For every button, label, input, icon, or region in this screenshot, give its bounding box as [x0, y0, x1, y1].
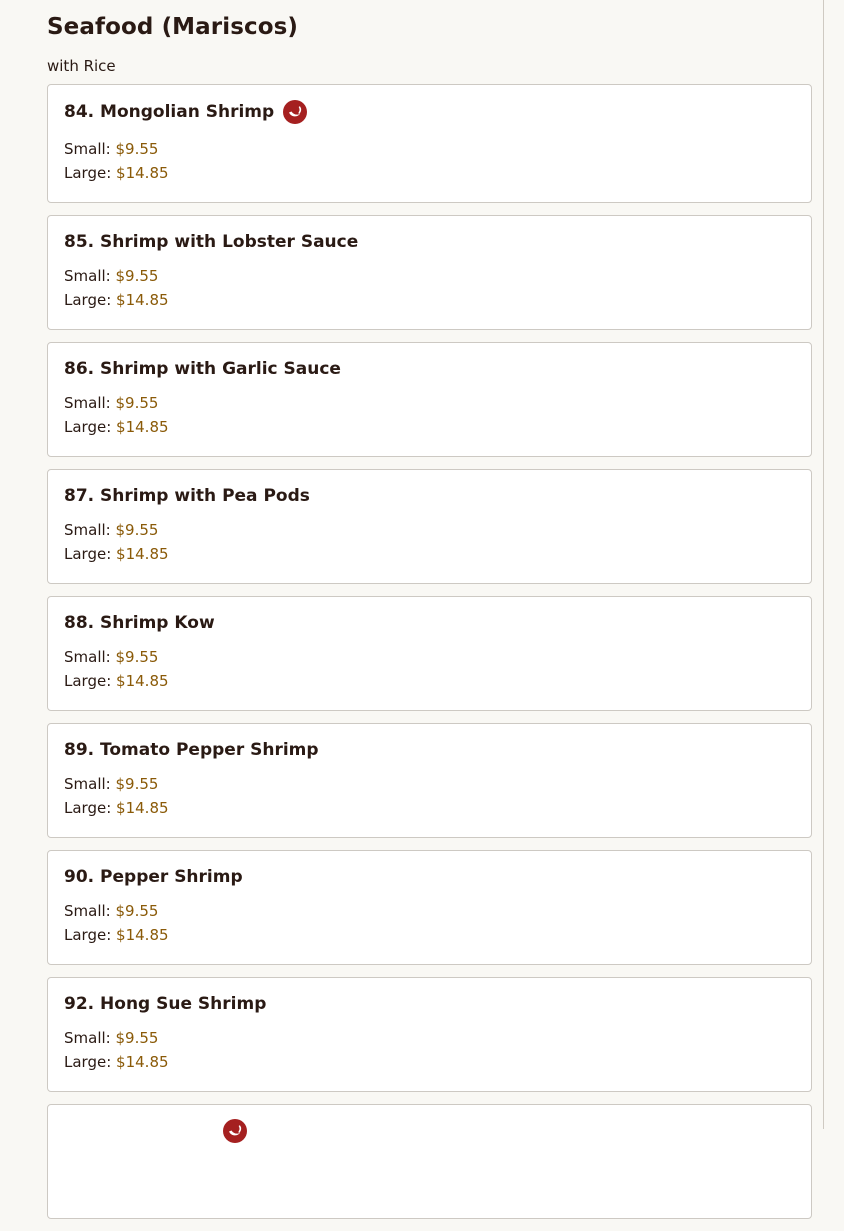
price-large-row — [64, 288, 795, 312]
price-small-value: $9.55 — [115, 140, 159, 158]
price-large-value: $14.85 — [116, 799, 169, 817]
item-name-row — [64, 737, 795, 763]
price-small-row — [64, 264, 795, 288]
item-name-row — [64, 356, 795, 382]
price-large-label: Large: — [64, 672, 112, 690]
item-name: 89. Tomato Pepper Shrimp — [64, 740, 319, 760]
item-name-row — [64, 610, 795, 636]
price-small-value: $9.55 — [115, 1029, 159, 1047]
item-name: 92. Hong Sue Shrimp — [64, 994, 267, 1014]
item-prices — [64, 518, 795, 566]
item-name: 88. Shrimp Kow — [64, 613, 215, 633]
price-small-value: $9.55 — [115, 775, 159, 793]
item-prices — [64, 137, 795, 185]
item-prices — [64, 899, 795, 947]
item-name-row — [64, 98, 795, 126]
menu-item-card[interactable] — [47, 850, 812, 965]
price-large-row — [64, 669, 795, 693]
price-small-label: Small: — [64, 521, 111, 539]
price-large-value: $14.85 — [116, 1053, 169, 1071]
item-name: 87. Shrimp with Pea Pods — [64, 486, 310, 506]
price-small-row — [64, 137, 795, 161]
menu-item-card[interactable] — [47, 84, 812, 203]
item-name-row — [64, 864, 795, 890]
price-small-label: Small: — [64, 648, 111, 666]
section-subtitle: with Rice — [47, 57, 116, 75]
price-small-row — [64, 391, 795, 415]
item-prices — [64, 1026, 795, 1074]
item-prices — [64, 645, 795, 693]
item-prices — [64, 264, 795, 312]
section-title: Seafood (Mariscos) — [47, 14, 299, 40]
item-name: 85. Shrimp with Lobster Sauce — [64, 232, 359, 252]
item-prices — [64, 391, 795, 439]
menu-item-card[interactable] — [47, 469, 812, 584]
item-name-row — [64, 229, 795, 255]
item-name-row — [64, 1118, 795, 1144]
menu-item-list — [47, 84, 812, 1219]
price-large-label: Large: — [64, 926, 112, 944]
price-large-row — [64, 1050, 795, 1074]
price-large-label: Large: — [64, 1053, 112, 1071]
item-name: 84. Mongolian Shrimp — [64, 102, 275, 122]
item-name-row — [64, 991, 795, 1017]
price-small-value: $9.55 — [115, 394, 159, 412]
price-large-value: $14.85 — [116, 545, 169, 563]
price-large-row — [64, 796, 795, 820]
price-small-row — [64, 1026, 795, 1050]
price-small-label: Small: — [64, 267, 111, 285]
menu-section-seafood — [47, 0, 812, 1231]
price-large-row — [64, 415, 795, 439]
price-large-label: Large: — [64, 545, 112, 563]
menu-item-card[interactable] — [47, 977, 812, 1092]
price-large-value: $14.85 — [116, 672, 169, 690]
content-divider — [823, 0, 824, 1129]
price-small-label: Small: — [64, 902, 111, 920]
price-small-row — [64, 772, 795, 796]
menu-item-card[interactable] — [47, 342, 812, 457]
price-large-row — [64, 923, 795, 947]
price-large-label: Large: — [64, 291, 112, 309]
menu-item-card[interactable] — [47, 215, 812, 330]
price-small-value: $9.55 — [115, 521, 159, 539]
price-small-label: Small: — [64, 1029, 111, 1047]
price-small-row — [64, 518, 795, 542]
price-small-value: $9.55 — [115, 648, 159, 666]
price-small-label: Small: — [64, 140, 111, 158]
menu-item-card[interactable] — [47, 723, 812, 838]
price-large-value: $14.85 — [116, 291, 169, 309]
menu-item-card-partial[interactable] — [47, 1104, 812, 1219]
price-small-label: Small: — [64, 775, 111, 793]
chili-pepper-icon — [283, 100, 307, 124]
chili-pepper-icon — [223, 1119, 247, 1143]
price-large-value: $14.85 — [116, 164, 169, 182]
price-small-value: $9.55 — [115, 267, 159, 285]
item-prices — [64, 772, 795, 820]
item-name-row — [64, 483, 795, 509]
price-large-row — [64, 161, 795, 185]
price-large-label: Large: — [64, 418, 112, 436]
price-large-value: $14.85 — [116, 926, 169, 944]
price-large-row — [64, 542, 795, 566]
price-large-value: $14.85 — [116, 418, 169, 436]
menu-item-card[interactable] — [47, 596, 812, 711]
price-large-label: Large: — [64, 164, 112, 182]
price-small-row — [64, 645, 795, 669]
price-small-row — [64, 899, 795, 923]
item-name: 90. Pepper Shrimp — [64, 867, 243, 887]
price-small-value: $9.55 — [115, 902, 159, 920]
price-small-label: Small: — [64, 394, 111, 412]
item-name: 86. Shrimp with Garlic Sauce — [64, 359, 341, 379]
price-large-label: Large: — [64, 799, 112, 817]
